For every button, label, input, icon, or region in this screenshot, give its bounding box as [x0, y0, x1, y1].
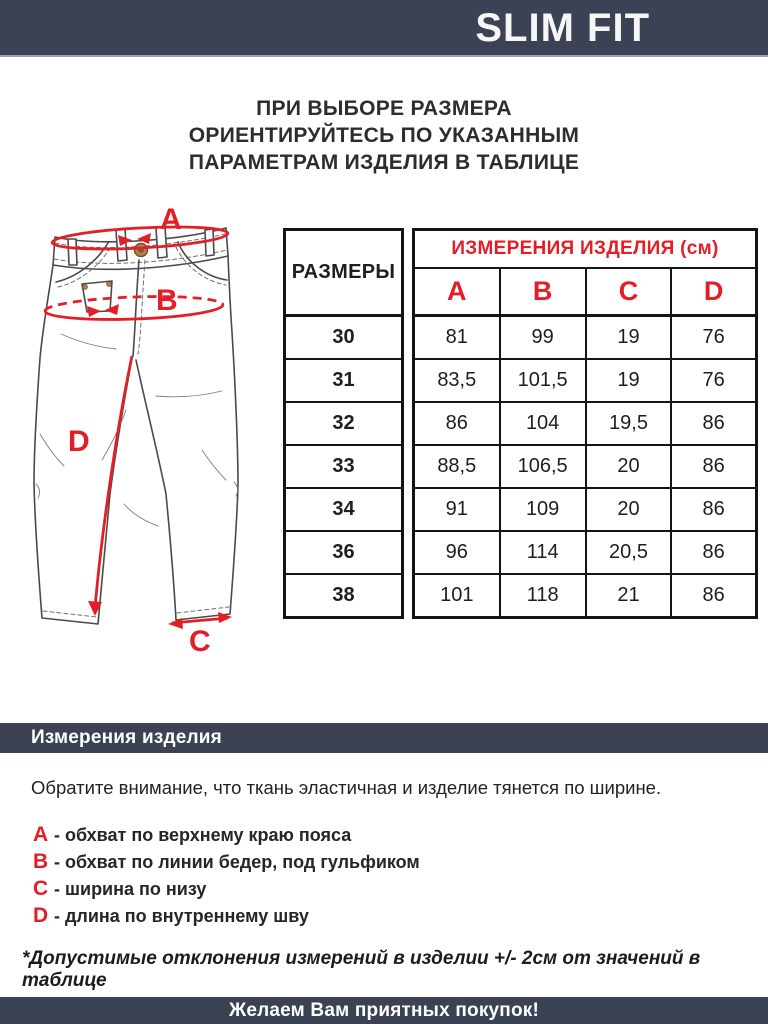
rivet-icon — [107, 282, 112, 287]
column-header-row — [414, 268, 757, 316]
value-d: 86 — [671, 488, 756, 531]
intro-heading-line: ОРИЕНТИРУЙТЕСЬ ПО УКАЗАННЫМ — [188, 124, 580, 147]
value-c: 19 — [586, 316, 672, 360]
section-title-bar — [0, 723, 768, 753]
value-b: 104 — [500, 402, 586, 445]
measurement-legend — [33, 821, 420, 929]
value-a: 86 — [414, 402, 500, 445]
measure-b-ellipse — [45, 294, 224, 322]
value-d: 76 — [671, 316, 756, 360]
table-row — [285, 316, 403, 360]
jeans-technical-drawing — [6, 198, 278, 660]
measurements-header-cell: ИЗМЕРЕНИЯ ИЗДЕЛИЯ (см) — [414, 230, 757, 269]
value-a: 88,5 — [414, 445, 500, 488]
measurements-table — [412, 228, 758, 619]
legend-item-a — [33, 821, 420, 848]
table-row — [414, 574, 757, 618]
jeans-button-icon — [135, 244, 148, 257]
size-cell: 31 — [285, 359, 403, 402]
value-d: 86 — [671, 445, 756, 488]
legend-letter: A — [33, 823, 49, 846]
value-d: 86 — [671, 574, 756, 618]
table-row — [414, 402, 757, 445]
value-a: 81 — [414, 316, 500, 360]
table-row — [285, 488, 403, 531]
column-header-c: C — [586, 268, 672, 316]
measure-label-a: A — [160, 203, 182, 236]
sizes-header-cell: РАЗМЕРЫ — [285, 230, 403, 316]
legend-item-c — [33, 875, 420, 902]
legend-item-d — [33, 902, 420, 929]
fit-type-label: SLIM FIT — [475, 6, 650, 50]
size-cell: 38 — [285, 574, 403, 618]
table-row — [285, 531, 403, 574]
value-b: 99 — [500, 316, 586, 360]
legend-item-b — [33, 848, 420, 875]
table-row — [285, 574, 403, 618]
value-c: 20 — [586, 488, 672, 531]
value-d: 86 — [671, 402, 756, 445]
legend-letter: D — [33, 904, 49, 927]
footer-bar — [0, 997, 768, 1024]
legend-text: - обхват по верхнему краю пояса — [54, 825, 352, 845]
tolerance-note: *Допустимые отклонения измерений в изделии +/- 2см от значений в таблице — [22, 948, 701, 991]
value-c: 19 — [586, 359, 672, 402]
rivet-icon — [83, 285, 88, 290]
jeans-outline — [34, 227, 238, 624]
table-row — [414, 445, 757, 488]
value-b: 106,5 — [500, 445, 586, 488]
value-c: 20 — [586, 445, 672, 488]
table-row — [285, 402, 403, 445]
intro-heading — [0, 95, 768, 176]
value-a: 101 — [414, 574, 500, 618]
table-row — [414, 359, 757, 402]
table-row — [414, 488, 757, 531]
value-a: 96 — [414, 531, 500, 574]
measurement-arrows — [45, 223, 229, 623]
measure-d-arrow — [95, 356, 132, 608]
size-cell: 36 — [285, 531, 403, 574]
value-a: 83,5 — [414, 359, 500, 402]
top-banner — [0, 0, 768, 57]
value-b: 101,5 — [500, 359, 586, 402]
footer-message: Желаем Вам приятных покупок! — [228, 1000, 540, 1021]
legend-text: - длина по внутреннему шву — [54, 906, 309, 926]
measure-label-c: C — [189, 625, 211, 658]
value-d: 86 — [671, 531, 756, 574]
legend-letter: C — [33, 877, 49, 900]
section-title: Измерения изделия — [31, 727, 222, 748]
belt-loop — [68, 239, 77, 265]
size-cell: 30 — [285, 316, 403, 360]
column-header-a: A — [414, 268, 500, 316]
value-d: 76 — [671, 359, 756, 402]
legend-text: - ширина по низу — [54, 879, 207, 899]
measure-label-b: B — [156, 284, 178, 317]
measure-label-d: D — [68, 425, 90, 458]
table-row — [285, 359, 403, 402]
value-b: 109 — [500, 488, 586, 531]
legend-letter: B — [33, 850, 49, 873]
size-cell: 34 — [285, 488, 403, 531]
table-row — [414, 316, 757, 360]
size-chart — [283, 228, 758, 619]
value-c: 19,5 — [586, 402, 672, 445]
table-row — [414, 531, 757, 574]
value-b: 118 — [500, 574, 586, 618]
size-cell: 33 — [285, 445, 403, 488]
fabric-note: Обратите внимание, что ткань эластичная и изделие тянется по ширине. — [31, 777, 662, 798]
intro-heading-line: ПРИ ВЫБОРЕ РАЗМЕРА — [256, 97, 512, 120]
size-cell: 32 — [285, 402, 403, 445]
value-c: 20,5 — [586, 531, 672, 574]
column-header-d: D — [671, 268, 756, 316]
table-row — [285, 445, 403, 488]
legend-text: - обхват по линии бедер, под гульфиком — [54, 852, 420, 872]
value-c: 21 — [586, 574, 672, 618]
sizes-column-table — [283, 228, 404, 619]
column-header-b: B — [500, 268, 586, 316]
intro-heading-line: ПАРАМЕТРАМ ИЗДЕЛИЯ В ТАБЛИЦЕ — [188, 151, 580, 174]
value-b: 114 — [500, 531, 586, 574]
value-a: 91 — [414, 488, 500, 531]
